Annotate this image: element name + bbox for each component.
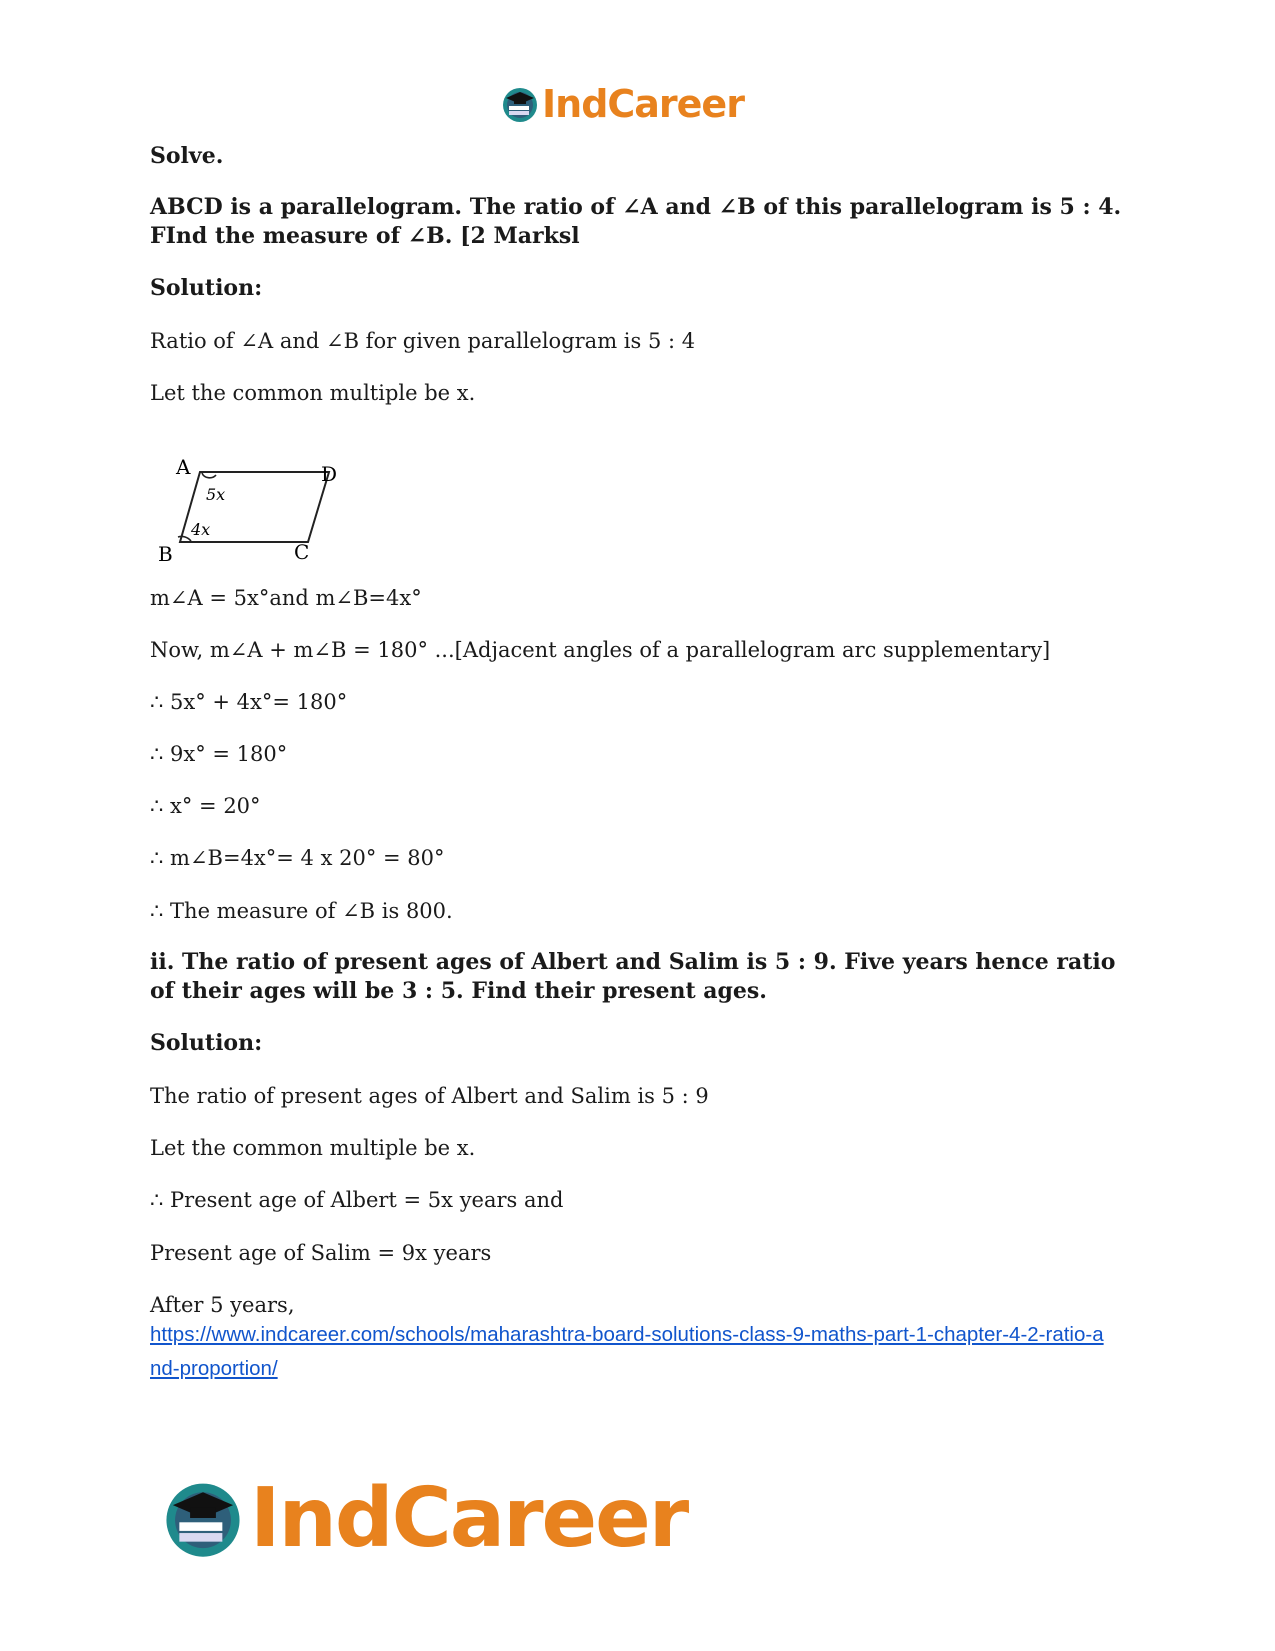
header-logo-text: IndCareer bbox=[542, 82, 744, 126]
solution-line: ∴ x° = 20° bbox=[150, 794, 261, 818]
vertex-label-d: D bbox=[321, 462, 338, 486]
vertex-label-b: B bbox=[158, 542, 173, 566]
footer-logo-text: IndCareer bbox=[250, 1470, 688, 1566]
solution-line: Now, m∠A + m∠B = 180° ...[Adjacent angles of a parallelogram arc supplementary] bbox=[150, 638, 1051, 662]
solution-line: ∴ Present age of Albert = 5x years and bbox=[150, 1188, 564, 1212]
source-link[interactable]: https://www.indcareer.com/schools/maharashtra-board-solutions-class-9-maths-part-1-chapter-4-2-ratio-and-proportion/ bbox=[150, 1323, 1104, 1380]
question-2: ii. The ratio of present ages of Albert and Salim is 5 : 9. Five years hence ratio of their ages will be 3 : 5. Find their present ages. bbox=[150, 949, 1116, 1004]
solution-1-label: Solution: bbox=[150, 275, 263, 301]
vertex-label-c: C bbox=[294, 540, 310, 564]
solution-line: ∴ The measure of ∠B is 800. bbox=[150, 899, 453, 923]
solution-line: ∴ 5x° + 4x°= 180° bbox=[150, 690, 348, 714]
solution-line: Ratio of ∠A and ∠B for given parallelogram is 5 : 4 bbox=[150, 329, 696, 353]
angle-label-a: 5x bbox=[206, 485, 226, 504]
solution-line: Present age of Salim = 9x years bbox=[150, 1241, 492, 1265]
solution-line: ∴ m∠B=4x°= 4 x 20° = 80° bbox=[150, 846, 445, 870]
question-1: ABCD is a parallelogram. The ratio of ∠A and ∠B of this parallelogram is 5 : 4. FInd the measure of ∠B. [2 Marksl bbox=[150, 194, 1122, 249]
parallelogram-figure bbox=[158, 457, 358, 567]
section-heading: Solve. bbox=[150, 143, 224, 169]
solution-line: ∴ 9x° = 180° bbox=[150, 742, 288, 766]
footer-logo bbox=[160, 1470, 687, 1566]
solution-line: Let the common multiple be x. bbox=[150, 1136, 476, 1160]
solution-line: Let the common multiple be x. bbox=[150, 381, 476, 405]
header-logo bbox=[500, 80, 744, 128]
solution-2-label: Solution: bbox=[150, 1030, 263, 1056]
vertex-label-a: A bbox=[176, 457, 191, 479]
solution-line: The ratio of present ages of Albert and Salim is 5 : 9 bbox=[150, 1084, 709, 1108]
solution-line: m∠A = 5x°and m∠B=4x° bbox=[150, 586, 422, 610]
solution-line: After 5 years, bbox=[150, 1293, 295, 1317]
graduation-cap-icon bbox=[500, 84, 540, 124]
graduation-cap-icon bbox=[160, 1475, 246, 1561]
angle-label-b: 4x bbox=[191, 520, 211, 539]
